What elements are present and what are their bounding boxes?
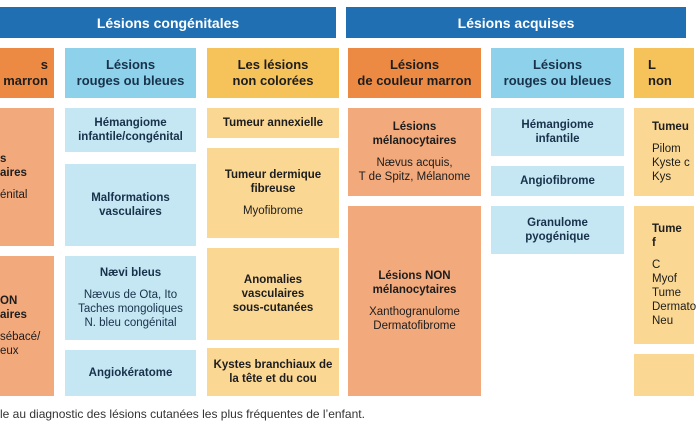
text: Nævus acquis,: [376, 157, 453, 169]
text: Tume: [652, 223, 682, 235]
text: L: [648, 57, 656, 72]
text: aires: [0, 167, 27, 179]
text: marron: [3, 73, 48, 88]
acquired-non-melanocytic-box: [348, 206, 481, 396]
acquired-fibrous-tumor-box: [634, 206, 694, 344]
text: Myofibrome: [242, 205, 304, 217]
text: infantile: [535, 133, 580, 145]
text: fibreuse: [250, 183, 296, 195]
header-acquired: [346, 7, 686, 38]
header-acquired-label: Lésions acquises: [457, 14, 575, 31]
congenital-hemangioma-box: [65, 108, 196, 152]
text: Tume: [652, 287, 681, 299]
text: Hémangiome: [521, 119, 594, 131]
text: infantile/congénital: [78, 131, 183, 143]
congenital-adnexal-tumor-box: [207, 108, 339, 138]
congenital-brown-header: [0, 48, 54, 98]
text: Xanthogranulome: [369, 306, 460, 318]
text: Malformations: [91, 192, 170, 204]
text: Lésions: [105, 57, 156, 72]
text: Kystes branchiaux de: [213, 359, 333, 371]
congenital-branchial-cysts-box: [207, 348, 339, 396]
text: rouges ou bleues: [76, 73, 185, 88]
text: Granulome: [527, 217, 588, 229]
text: Kys: [652, 171, 672, 183]
text: Dermatofibrome: [373, 320, 456, 332]
text: Anomalies: [243, 274, 303, 286]
text: non: [648, 73, 672, 88]
text: Lésions: [392, 121, 437, 133]
text: Lésions: [532, 57, 583, 72]
acquired-brown-header: [348, 48, 481, 98]
header-congenital: [0, 7, 336, 38]
text: Neu: [652, 315, 674, 327]
congenital-brown-box-1: [0, 108, 54, 246]
text: sébacé/: [0, 331, 41, 343]
text: la tête et du cou: [229, 373, 317, 385]
text: sous-cutanées: [232, 302, 314, 314]
acquired-redblue-header: [491, 48, 624, 98]
text: T de Spitz, Mélanome: [358, 171, 471, 183]
acquired-adnexal-tumor-box: [634, 108, 694, 196]
text: non colorées: [232, 73, 314, 88]
text: vasculaires: [99, 206, 162, 218]
text: Dermato: [652, 301, 696, 313]
text: ON: [0, 295, 18, 307]
text: Angiokératome: [88, 367, 173, 379]
acquired-pyogenic-granuloma-box: [491, 206, 624, 254]
text: Nævus de Ota, Ito: [83, 289, 178, 301]
text: Pilom: [652, 143, 681, 155]
text: Hémangiome: [94, 117, 167, 129]
text: mélanocytaires: [372, 135, 457, 147]
header-congenital-label: Lésions congénitales: [96, 14, 240, 31]
congenital-angiokeratoma-box: [65, 350, 196, 396]
acquired-angiofibroma-box: [491, 166, 624, 196]
text: pyogénique: [525, 231, 590, 243]
text: Taches mongoliques: [78, 303, 183, 315]
text: Myof: [652, 273, 677, 285]
text: Tumeur dermique: [224, 169, 322, 181]
text: aires: [0, 309, 27, 321]
text: Lésions: [389, 57, 440, 72]
text: N. bleu congénital: [84, 317, 177, 329]
congenital-blue-nevi-box: [65, 256, 196, 340]
text: rouges ou bleues: [503, 73, 612, 88]
congenital-uncolored-header: [207, 48, 339, 98]
congenital-vascular-anomalies-box: [207, 248, 339, 340]
congenital-fibrous-tumor-box: [207, 148, 339, 238]
congenital-malformations-box: [65, 164, 196, 246]
acquired-hemangioma-box: [491, 108, 624, 156]
acquired-melanocytic-box: [348, 108, 481, 196]
congenital-brown-box-2: [0, 256, 54, 396]
text: Les lésions: [237, 57, 309, 72]
text: Tumeur annexielle: [222, 117, 324, 129]
congenital-redblue-header: [65, 48, 196, 98]
text: Tumeu: [652, 121, 689, 133]
text: s: [40, 57, 48, 72]
text: s: [0, 153, 7, 165]
text: vasculaires: [241, 288, 305, 300]
text: mélanocytaires: [372, 284, 457, 296]
acquired-uncolored-header: [634, 48, 694, 98]
text: Lésions NON: [378, 270, 451, 282]
text: Nævi bleus: [99, 267, 162, 279]
figure-caption: le au diagnostic des lésions cutanées les plus fréquentes de l’enfant.: [0, 407, 365, 421]
text: f: [652, 237, 656, 249]
acquired-uncolored-box-3: [634, 354, 694, 396]
text: eux: [0, 345, 19, 357]
text: énital: [0, 189, 28, 201]
text: C: [652, 259, 661, 271]
text: Kyste c: [652, 157, 690, 169]
text: de couleur marron: [357, 73, 472, 88]
text: Angiofibrome: [520, 175, 595, 187]
